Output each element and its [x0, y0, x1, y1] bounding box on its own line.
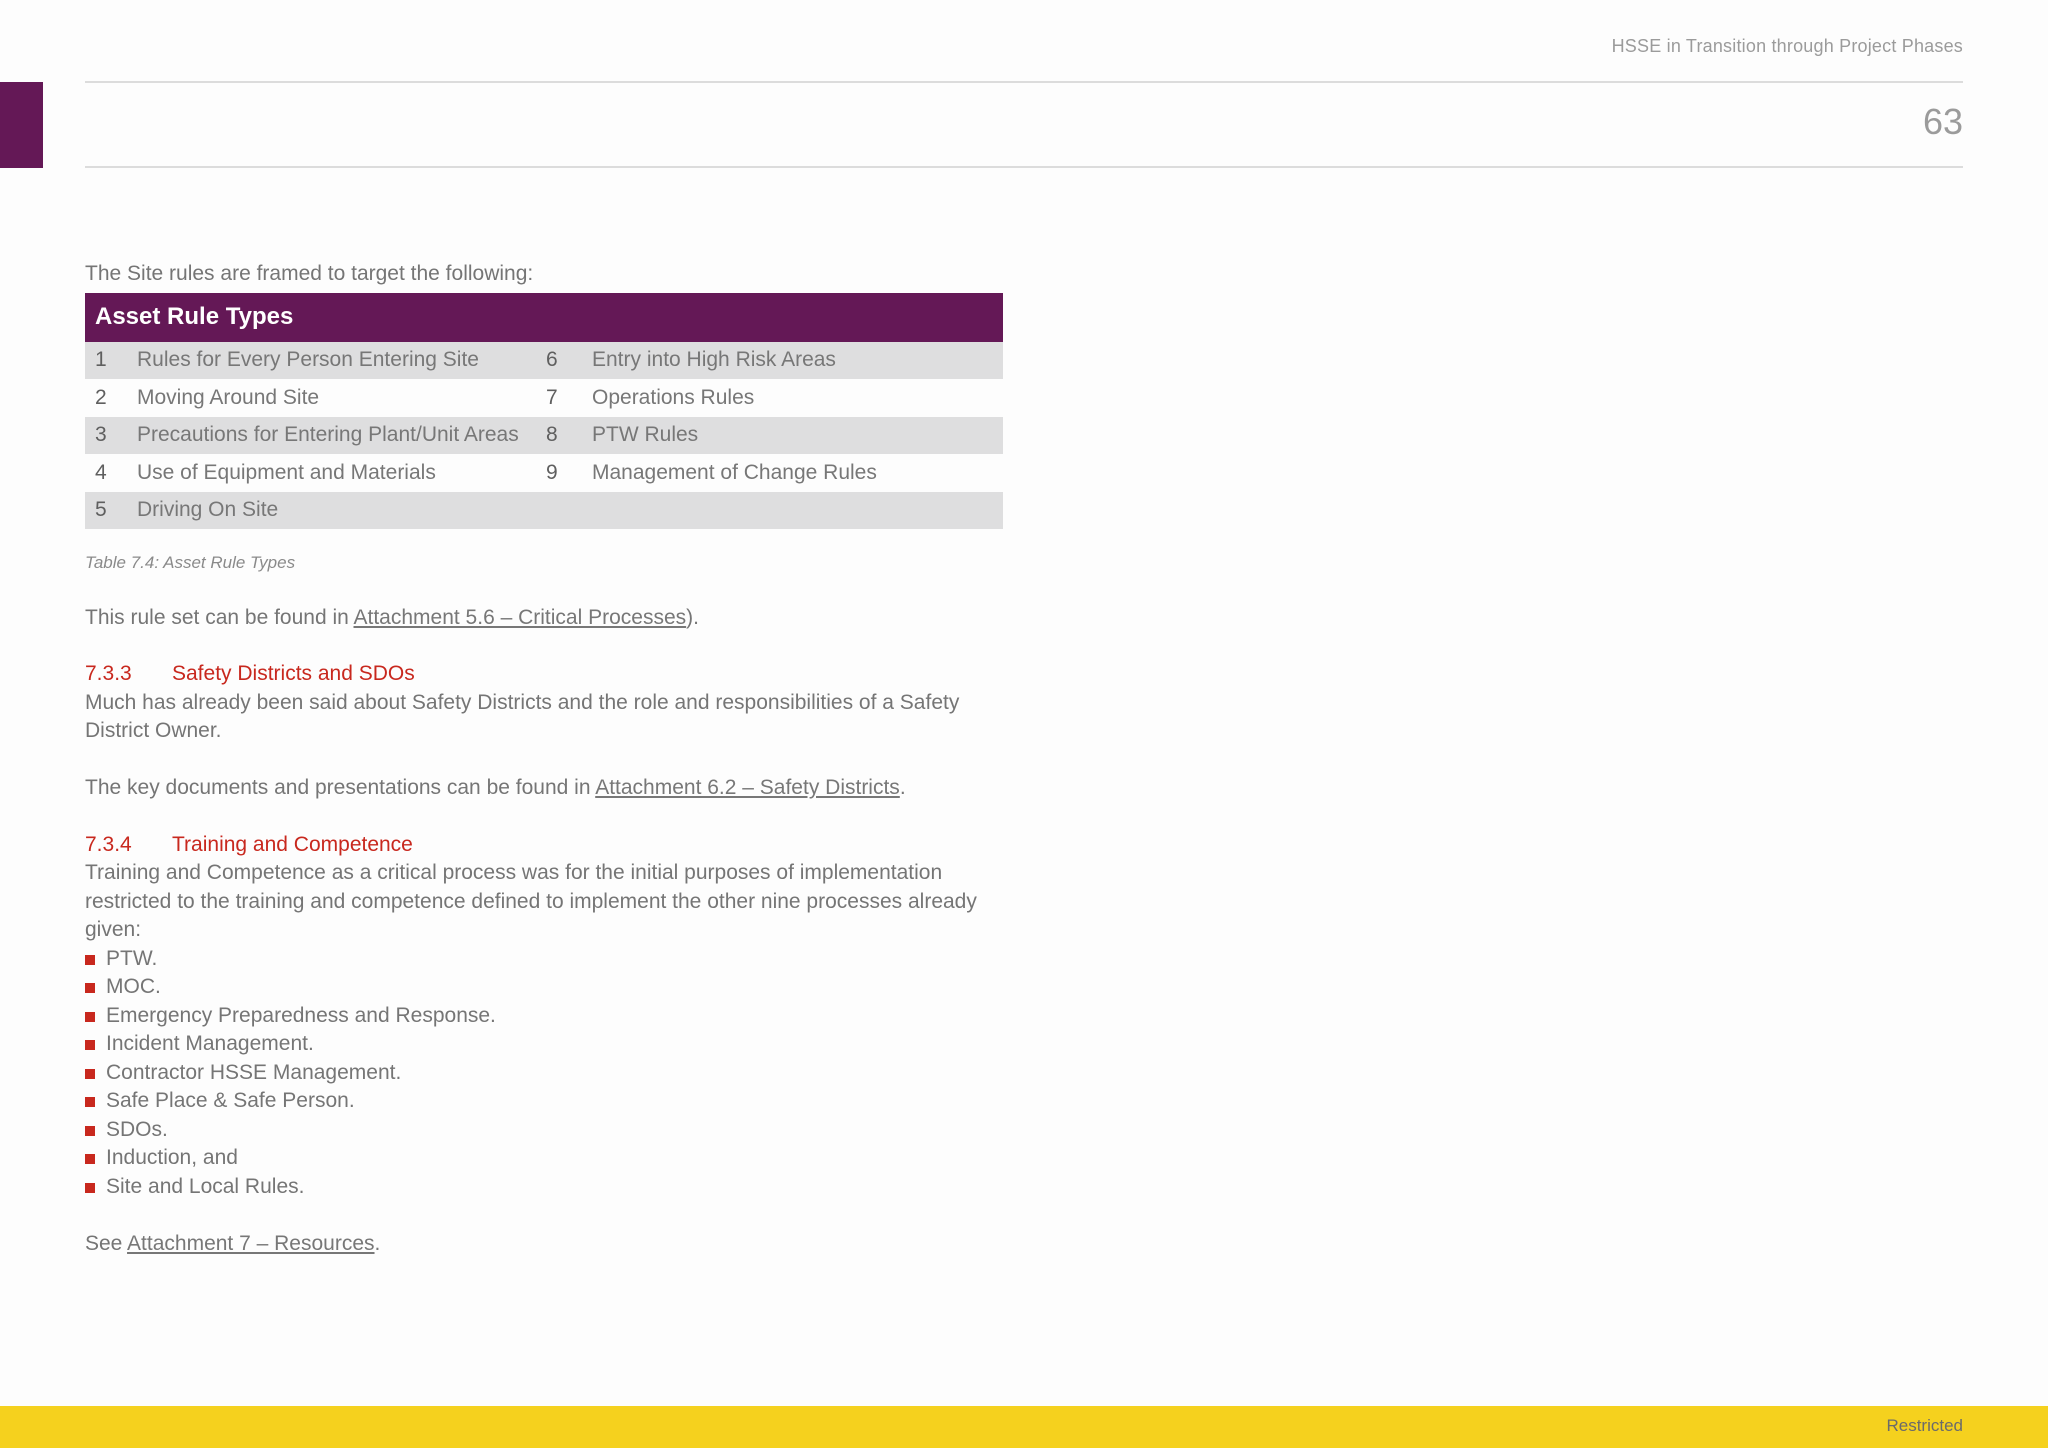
- list-item: [85, 1030, 1005, 1059]
- see-suffix: .: [374, 1231, 381, 1255]
- row-number: 2: [95, 385, 107, 409]
- asset-rule-types-table: [85, 293, 1003, 530]
- section-number: 7.3.3: [85, 662, 132, 685]
- square-bullet-icon: [85, 1069, 95, 1079]
- square-bullet-icon: [85, 1126, 95, 1136]
- list-item: [85, 1087, 1005, 1116]
- page-number: 63: [1922, 101, 1963, 142]
- row-number: 3: [85, 417, 137, 455]
- row-label: Management of Change Rules: [592, 460, 877, 484]
- attachment-5-6-link[interactable]: Attachment 5.6 – Critical Processes: [353, 605, 687, 629]
- list-item: [85, 1002, 1005, 1031]
- row-label: PTW Rules: [592, 417, 1003, 455]
- rule-set-paragraph: [85, 604, 1005, 633]
- attachment-7-link[interactable]: Attachment 7 – Resources: [127, 1231, 375, 1255]
- list-item: [85, 1059, 1005, 1088]
- table-row: [85, 417, 1003, 455]
- row-label: Entry into High Risk Areas: [592, 342, 1003, 380]
- row-label: Precautions for Entering Plant/Unit Areas: [137, 417, 546, 455]
- table-caption: Table 7.4: Asset Rule Types: [85, 553, 296, 572]
- section-title: Safety Districts and SDOs: [172, 662, 415, 685]
- list-item: [85, 1116, 1005, 1145]
- square-bullet-icon: [85, 1012, 95, 1022]
- square-bullet-icon: [85, 1040, 95, 1050]
- intro-text: The Site rules are framed to target the following:: [85, 262, 534, 285]
- row-number: 6: [546, 342, 592, 380]
- square-bullet-icon: [85, 1097, 95, 1107]
- key-documents-prefix: The key documents and presentations can be found in: [85, 776, 596, 799]
- row-number: 5: [85, 492, 137, 530]
- list-item: [85, 1144, 1005, 1173]
- list-item-text: Emergency Preparedness and Response.: [106, 1003, 496, 1027]
- row-label: Moving Around Site: [137, 385, 320, 409]
- header-divider-top: [85, 81, 1963, 83]
- footer-bar: [0, 1406, 2048, 1448]
- see-prefix: See: [85, 1231, 128, 1255]
- see-resources-paragraph: [85, 1230, 1005, 1259]
- list-item-text: Contractor HSSE Management.: [106, 1060, 402, 1084]
- section-heading-7-3-4: [85, 831, 1005, 860]
- row-label: Driving On Site: [137, 492, 546, 530]
- rule-set-suffix: ).: [686, 605, 699, 629]
- square-bullet-icon: [85, 955, 95, 965]
- row-label: [592, 492, 1003, 530]
- list-item-text: Safe Place & Safe Person.: [106, 1089, 355, 1112]
- list-item-text: PTW.: [106, 946, 158, 970]
- list-item-text: Incident Management.: [106, 1032, 314, 1055]
- square-bullet-icon: [85, 983, 95, 993]
- classification-label: Restricted: [1886, 1416, 1963, 1435]
- row-number: 9: [546, 460, 558, 484]
- attachment-6-2-link[interactable]: Attachment 6.2 – Safety Districts: [595, 776, 900, 799]
- list-item: [85, 973, 1005, 1002]
- row-number: 7: [546, 385, 558, 409]
- rule-set-prefix: This rule set can be found in: [85, 605, 354, 629]
- row-number: 8: [546, 417, 592, 455]
- page-content: [85, 260, 1005, 1258]
- key-documents-paragraph: [85, 774, 1005, 803]
- accent-block: [0, 82, 43, 168]
- table-row: [85, 379, 1003, 417]
- section-body: Much has already been said about Safety Districts and the role and responsibilities of a Safety District Owner.: [85, 690, 960, 742]
- table-row: [85, 454, 1003, 492]
- list-item: [85, 1173, 1005, 1202]
- row-label: Use of Equipment and Materials: [137, 460, 436, 484]
- section-body: Training and Competence as a critical process was for the initial purposes of implementation restricted to the training and competence defined to implement the other nine processes already given:: [85, 861, 977, 941]
- table-row: [85, 342, 1003, 380]
- list-item-text: MOC.: [106, 975, 161, 998]
- bullet-list: [85, 945, 1005, 1202]
- table-title: Asset Rule Types: [85, 293, 1003, 342]
- row-label: Rules for Every Person Entering Site: [137, 342, 546, 380]
- square-bullet-icon: [85, 1183, 95, 1193]
- list-item-text: SDOs.: [106, 1117, 168, 1141]
- row-number: 4: [95, 460, 107, 484]
- list-item: [85, 945, 1005, 974]
- row-label: Operations Rules: [592, 385, 755, 409]
- section-title: Training and Competence: [172, 832, 413, 856]
- row-number: [546, 492, 592, 530]
- section-number: 7.3.4: [85, 832, 132, 856]
- row-number: 1: [85, 342, 137, 380]
- document-title: HSSE in Transition through Project Phases: [1611, 36, 1963, 56]
- list-item-text: Induction, and: [106, 1146, 238, 1169]
- list-item-text: Site and Local Rules.: [106, 1174, 305, 1198]
- table-row: [85, 492, 1003, 530]
- section-heading-7-3-3: [85, 660, 1005, 689]
- key-documents-suffix: .: [899, 776, 906, 799]
- square-bullet-icon: [85, 1154, 95, 1164]
- header-divider-bottom: [85, 166, 1963, 168]
